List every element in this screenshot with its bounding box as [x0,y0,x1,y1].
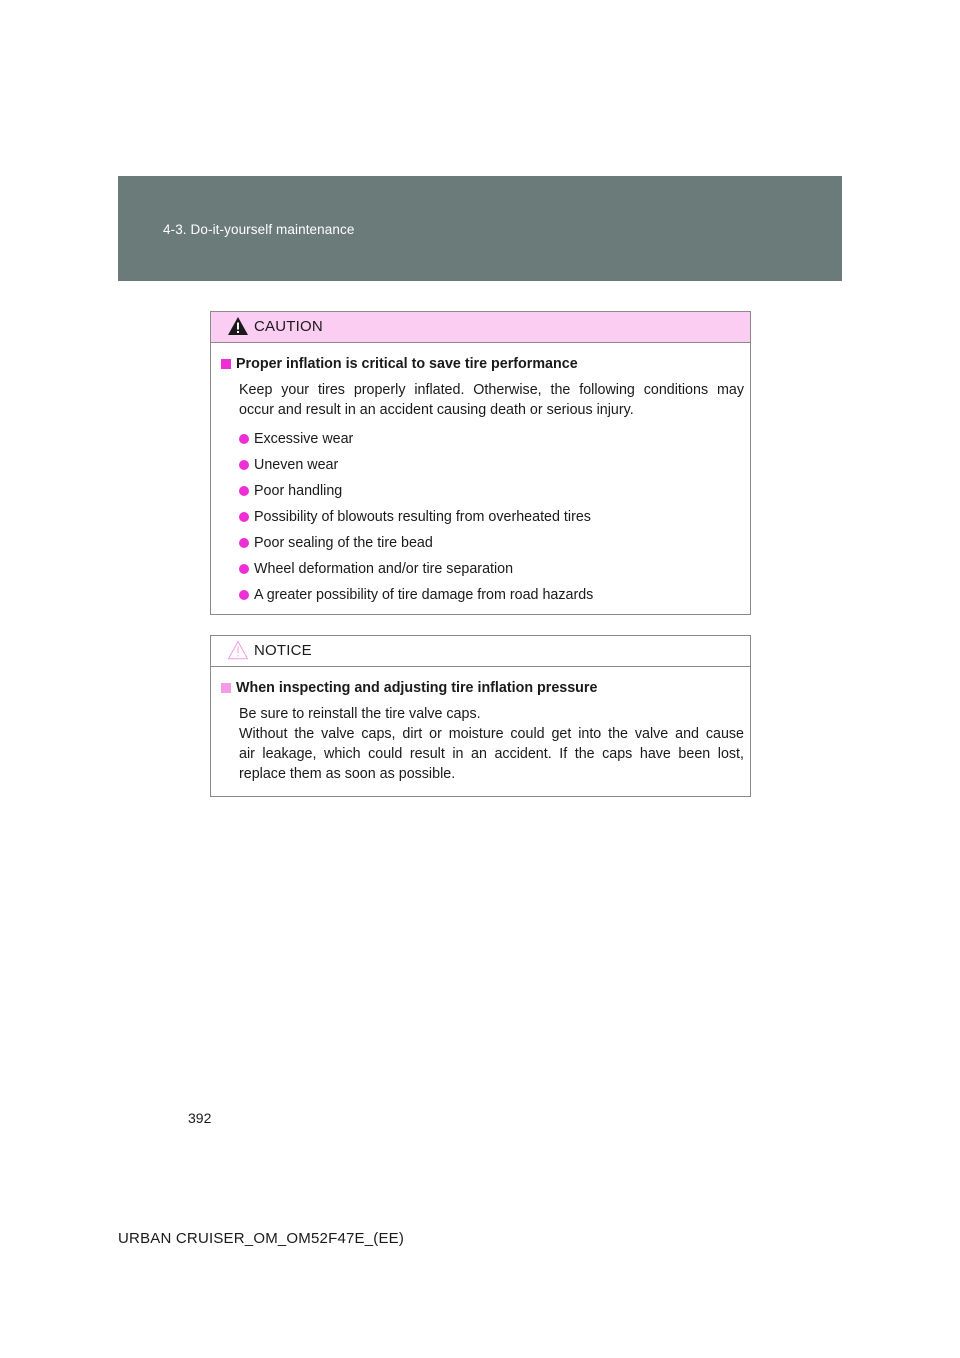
caution-box [210,311,751,615]
section-header-band [118,176,842,281]
list-item-text: A greater possibility of tire damage from road hazards [254,587,594,603]
list-item-text: Wheel deformation and/or tire separation [254,561,514,577]
square-bullet-icon [221,359,231,369]
notice-line: replace them as soon as possible. [239,766,456,782]
square-bullet-icon [221,683,231,693]
list-item-text: Possibility of blowouts resulting from overheated tires [254,509,591,525]
round-bullet-icon [239,434,249,444]
round-bullet-icon [239,512,249,522]
round-bullet-icon [239,590,249,600]
warning-triangle-outline-icon [227,640,249,660]
notice-line: Be sure to reinstall the tire valve caps. [239,706,481,722]
round-bullet-icon [239,538,249,548]
list-item [239,426,744,452]
list-item [239,504,744,530]
caution-title-text: Proper inflation is critical to save tire performance [236,356,578,372]
round-bullet-icon [239,460,249,470]
page-number: 392 [188,1110,212,1126]
round-bullet-icon [239,486,249,496]
notice-line: air leakage, which could result in an accident. If the caps have been lost, [239,746,744,762]
notice-body [211,667,750,784]
caution-list [221,426,744,608]
caution-intro-line: occur and result in an accident causing death or serious injury. [239,402,634,418]
list-item [239,582,744,608]
notice-section-title [221,678,744,698]
caution-section-title [221,354,744,374]
notice-header [211,636,750,667]
notice-label: NOTICE [254,642,312,659]
caution-body [211,343,750,608]
caution-intro [221,380,744,420]
document-code: URBAN CRUISER_OM_OM52F47E_(EE) [118,1230,405,1247]
list-item-text: Poor sealing of the tire bead [254,535,433,551]
notice-line: Without the valve caps, dirt or moisture could get into the valve and cause [239,726,744,742]
caution-intro-line: Keep your tires properly inflated. Otherwise, the following conditions may [239,382,744,398]
list-item-text: Excessive wear [254,431,354,447]
notice-box [210,635,751,797]
round-bullet-icon [239,564,249,574]
list-item-text: Poor handling [254,483,343,499]
list-item [239,556,744,582]
list-item [239,478,744,504]
caution-header [211,312,750,343]
notice-title-text: When inspecting and adjusting tire inflation pressure [236,680,598,696]
list-item [239,452,744,478]
warning-triangle-filled-icon [227,316,249,336]
list-item [239,530,744,556]
section-title: 4-3. Do-it-yourself maintenance [163,222,355,237]
list-item-text: Uneven wear [254,457,339,473]
caution-label: CAUTION [254,318,323,335]
notice-text [221,704,744,784]
